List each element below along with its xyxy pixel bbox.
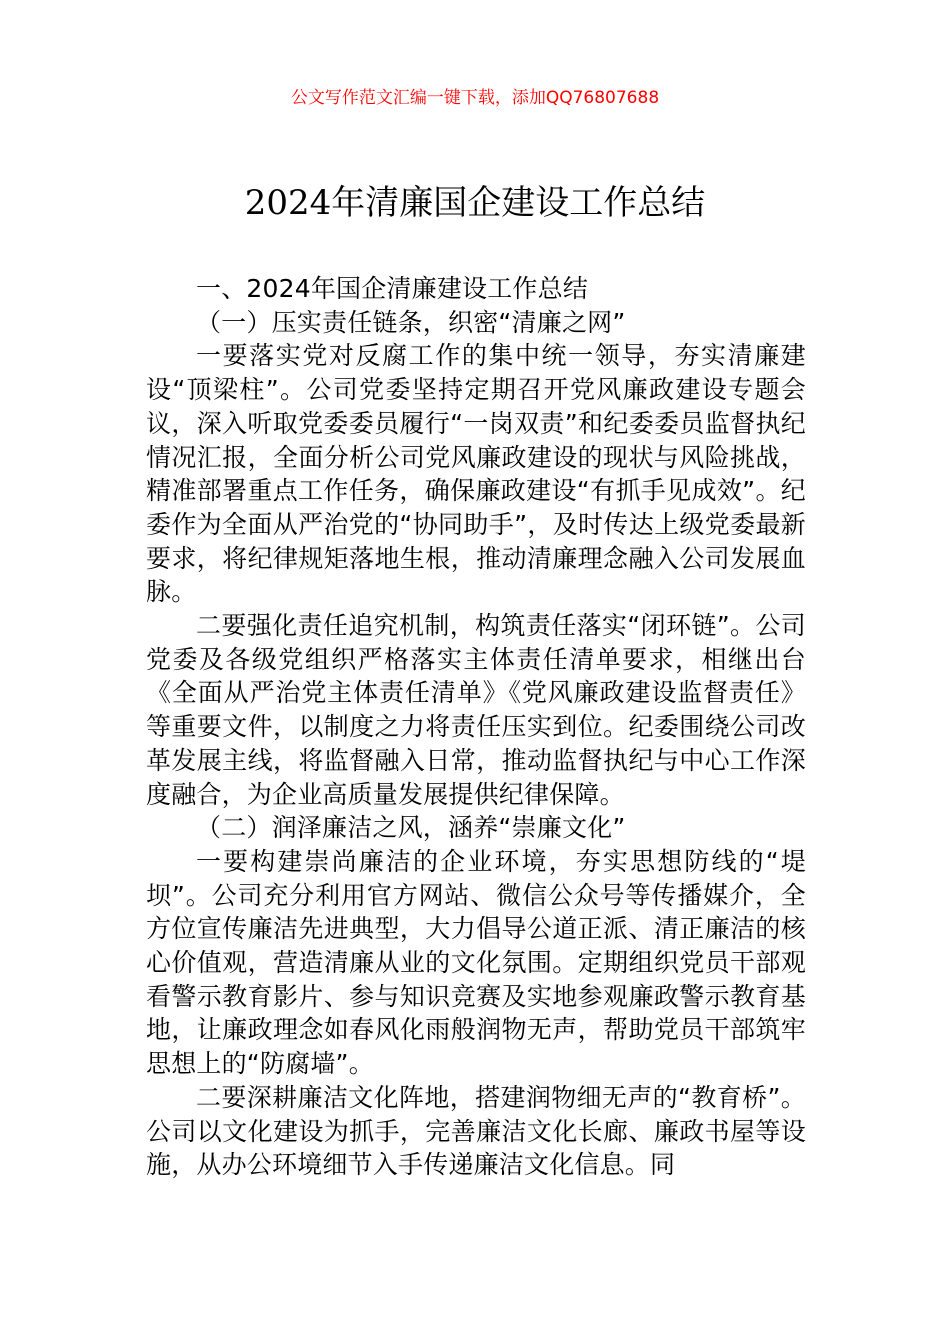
document-title: 2024年清廉国企建设工作总结 [244, 183, 706, 223]
subsection-heading: （二）润泽廉洁之风，涵养“崇廉文化” [196, 813, 626, 843]
body-paragraph: 一要构建崇尚廉洁的企业环境，夯实思想防线的“堤坝”。公司充分利用官方网站、微信公众号等传播媒介，全方位宣传廉洁先进典型，大力倡导公道正派、清正廉洁的核心价值观，营造清廉从业的文化氛围。定期组织党员干部观看警示教育影片、参与知识竞赛及实地参观廉政警示教育基地，让廉政理念如春风化雨般润物无声，帮助党员干部筑牢思想上的“防腐墙”。 [146, 846, 806, 1079]
body-paragraph: 二要强化责任追究机制，构筑责任落实“闭环链”。公司党委及各级党组织严格落实主体责任清单要求，相继出台《全面从严治党主体责任清单》《党风廉政建设监督责任》等重要文件，以制度之力将责任压实到位。纪委围绕公司改革发展主线，将监督融入日常，推动监督执纪与中心工作深度融合，为企业高质量发展提供纪律保障。 [146, 611, 806, 809]
subsection-heading: （一）压实责任链条，织密“清廉之网” [196, 307, 626, 337]
document-body [146, 272, 806, 1182]
download-banner: 公文写作范文汇编一键下载，添加QQ76807688 [290, 88, 660, 108]
body-paragraph: 一要落实党对反腐工作的集中统一领导，夯实清廉建设“顶梁柱”。公司党委坚持定期召开党风廉政建设专题会议，深入听取党委委员履行“一岗双责”和纪委委员监督执纪情况汇报，全面分析公司党风廉政建设的现状与风险挑战，精准部署重点工作任务，确保廉政建设“有抓手见成效”。纪委作为全面从严治党的“协同助手”，及时传达上级党委最新要求，将纪律规矩落地生根，推动清廉理念融入公司发展血脉。 [146, 341, 806, 607]
body-paragraph: 二要深耕廉洁文化阵地，搭建润物细无声的“教育桥”。公司以文化建设为抓手，完善廉洁文化长廊、廉政书屋等设施，从办公环境细节入手传递廉洁文化信息。同 [146, 1082, 806, 1180]
section-heading: 一、2024年国企清廉建设工作总结 [196, 274, 589, 303]
